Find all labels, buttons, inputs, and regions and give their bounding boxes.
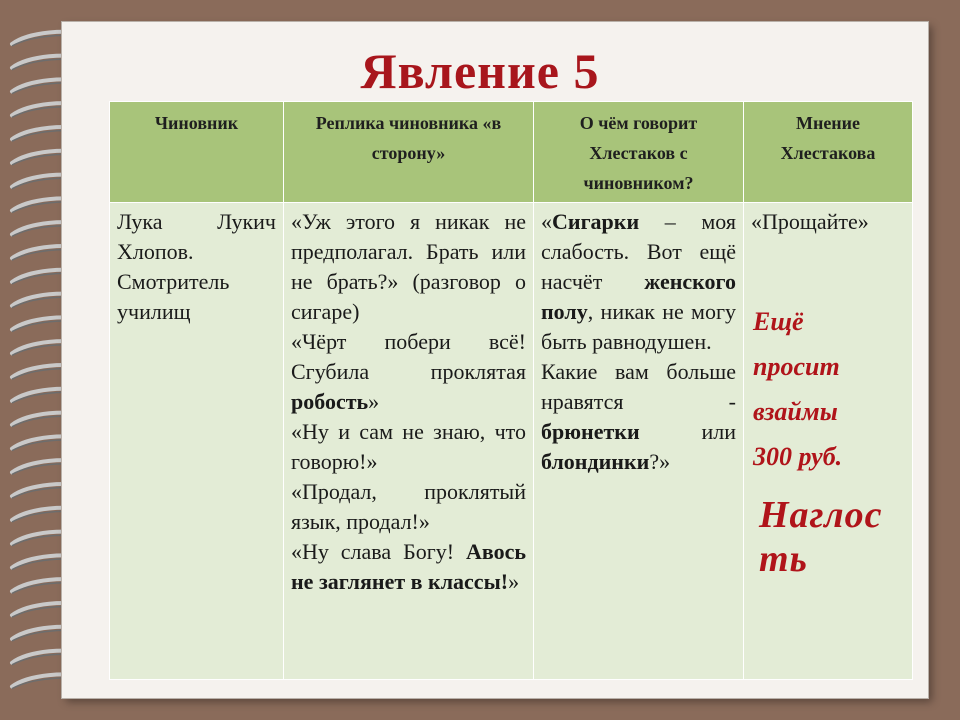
analysis-table (109, 101, 913, 680)
cell-khlestakov-topics (534, 203, 744, 680)
remark-5 (291, 537, 526, 597)
remark-5-bold: Авось не заглянет в классы! (291, 539, 526, 594)
note-big-line: ть (759, 538, 808, 580)
note-line: просит (753, 352, 840, 381)
note-insolence (751, 493, 905, 581)
cell-aside-remarks (284, 203, 534, 680)
topic-2-bold-1: брюнетки (541, 419, 640, 444)
topic-1-bold: Сигарки (552, 209, 640, 234)
note-line: взаймы (753, 397, 838, 426)
remark-2 (291, 327, 526, 417)
page-title: Явление 5 (360, 43, 600, 99)
note-line: 300 руб. (753, 442, 843, 471)
remark-2-end: » (368, 389, 380, 414)
remark-2-text: «Чёрт побери всё! Сгубила проклятая (291, 329, 526, 384)
topic-2-text: Какие вам больше нравятся - (541, 359, 736, 414)
topic-2-mid: или (639, 419, 736, 444)
opinion-quote: «Прощайте» (751, 209, 869, 234)
topic-2-end: ?» (649, 449, 671, 474)
note-big-line: Наглос (759, 494, 883, 536)
header-khlestakov-topic: О чём говорит Хлестаков с чиновником? (534, 102, 744, 203)
remark-5-end: » (508, 569, 520, 594)
table-header-row (110, 102, 913, 203)
remark-4: «Продал, проклятый язык, продал!» (291, 479, 526, 534)
header-aside-remark: Реплика чиновника «в сторону» (284, 102, 534, 203)
topic-2-bold-2: блондинки (541, 449, 650, 474)
remark-2-bold: робость (291, 389, 369, 414)
note-line: Ещё (753, 307, 804, 336)
cell-official (110, 203, 284, 680)
note-borrow-money (751, 299, 905, 479)
remark-1: «Уж этого я никак не предполагал. Брать или не брать?» (разговор о сигаре) (291, 209, 526, 324)
topic-1-open: « (541, 209, 552, 234)
topic-2 (541, 357, 736, 477)
header-khlestakov-opinion: Мнение Хлестакова (744, 102, 913, 203)
header-official: Чиновник (110, 102, 284, 203)
official-name-text: Лука Лукич Хлопов. Смотритель училищ (117, 209, 276, 324)
topic-1-bold-2: женского полу (541, 269, 736, 324)
topic-1 (541, 207, 736, 357)
table-row (110, 203, 913, 680)
cell-khlestakov-opinion (744, 203, 913, 680)
remark-3: «Ну и сам не знаю, что говорю!» (291, 419, 526, 474)
remark-5-text: «Ну слава Богу! (291, 539, 466, 564)
topic-1-text: – моя слабость. Вот ещё насчёт (541, 209, 736, 294)
topic-1-end: , никак не могу быть равнодушен. (541, 299, 736, 354)
